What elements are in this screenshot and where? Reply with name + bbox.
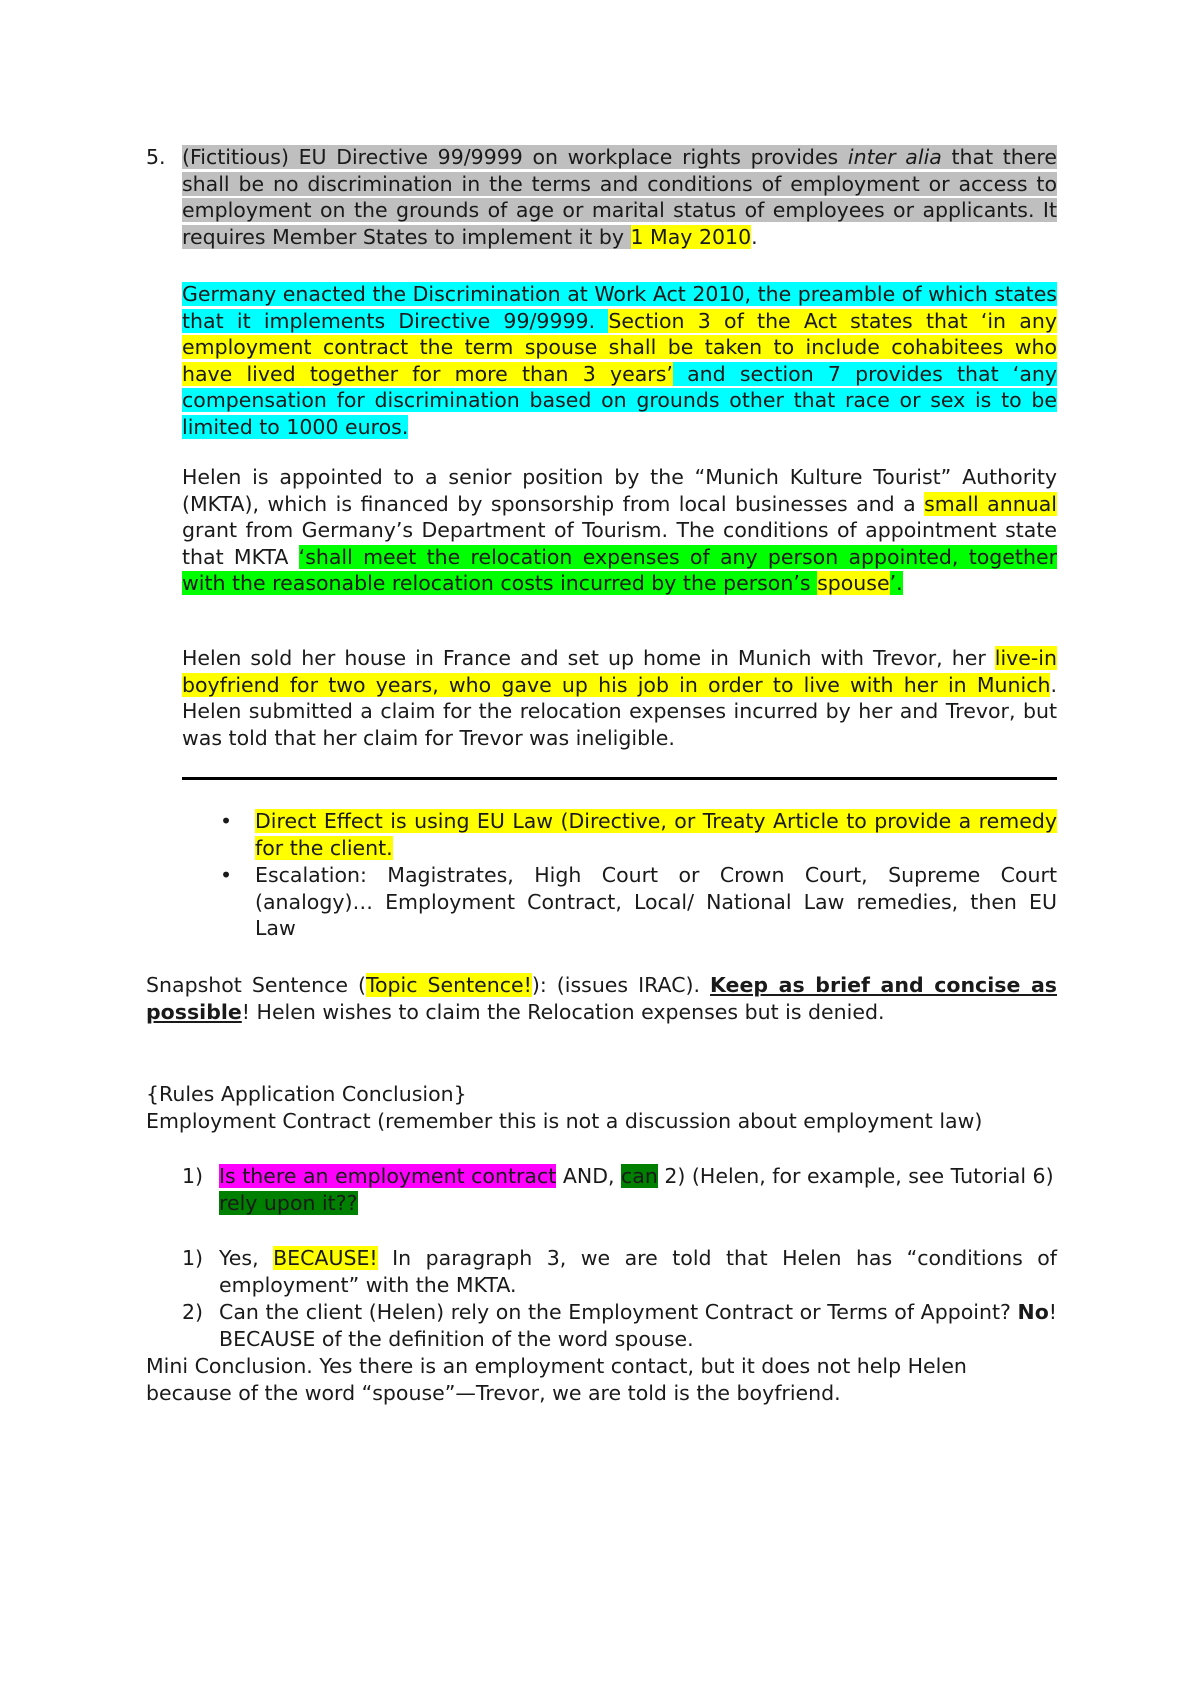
snapshot-text-a: Snapshot Sentence ( [146, 973, 366, 997]
p3-text-a: Helen is appointed to a senior position by the “Munich Kulture Tourist” Authority (MKTA), which is financed by sponsorship from local businesses and a [182, 465, 1057, 516]
answer-2-no: No [1017, 1300, 1049, 1324]
p2-text-b: Section 3 of the Act states that ‘in any employment contract the term spouse shall be taken to include cohabitees who have lived together for more than 3 years’ [182, 308, 1057, 386]
answer-1-text-a: Yes, [219, 1246, 274, 1270]
question-list-number: 1) [182, 1164, 204, 1188]
p2-text-c: and section 7 provides that ‘any compensation for discrimination based on grounds other that race or sex is to be limited to 1000 euros. [182, 361, 1058, 439]
question-paragraph-1 [182, 144, 1057, 250]
answer-2-text-c: ! BECAUSE of the definition of the word spouse. [219, 1300, 1057, 1351]
p4-text-a: Helen sold her house in France and set up home in Munich with Trevor, her [182, 646, 995, 670]
rules-line-2: Employment Contract (remember this is not a discussion about employment law) [146, 1108, 983, 1133]
p3-text-f: ’. [889, 571, 903, 596]
p1-text-b: that there shall be no discrimination in the terms and conditions of employment or access to employment on the grounds of age or marital status of employees or applicants. It requires Member States to implement it by [182, 145, 1057, 249]
bullet-item-escalation [255, 862, 1057, 942]
bullet-text: Escalation: Magistrates, High Court or Crown Court, Supreme Court (analogy)… Employment Contract, Local/ National Law remedies, then EU Law [255, 863, 1057, 941]
issue-question [219, 1163, 1057, 1216]
issue-text-a: Is there an employment contract [219, 1164, 557, 1188]
p4-text-b: live-in boyfriend for two years, who gave up his job in order to live with her in Munich [182, 646, 1057, 697]
rules-heading [146, 1081, 1057, 1134]
answer-1-number: 1) [182, 1246, 204, 1270]
answer-2 [219, 1299, 1057, 1352]
snapshot-paragraph [146, 972, 1057, 1025]
issue-text-d: 2) (Helen, for example, see Tutorial 6) [657, 1164, 1054, 1188]
question-paragraph-3 [182, 464, 1057, 597]
answer-1-because: BECAUSE! [273, 1246, 378, 1270]
question-paragraph-2 [182, 281, 1057, 441]
question-paragraph-4 [182, 645, 1057, 751]
bullet-icon: • [220, 809, 233, 833]
p4-text-c: . Helen submitted a claim for the relocation expenses incurred by her and Trevor, but was told that her claim for Trevor was ineligible. [182, 672, 1057, 750]
answer-2-text-a: Can the client (Helen) rely on the Employment Contract or Terms of Appoint? [219, 1300, 1018, 1324]
p3-text-e: spouse [817, 571, 890, 596]
snapshot-text-e: ! Helen wishes to claim the Relocation expenses but is denied. [241, 999, 885, 1024]
p3-text-b: small annual [924, 491, 1057, 516]
p1-end: . [751, 224, 758, 249]
p2-text-a: Germany enacted the Discrimination at Work Act 2010, the preamble of which states that it implements Directive 99/9999. [182, 282, 1057, 333]
issue-text-c: can [621, 1164, 658, 1188]
p1-text-a: (Fictitious) EU Directive 99/9999 on workplace rights provides [182, 145, 848, 169]
snapshot-topic: Topic Sentence! [365, 973, 532, 997]
horizontal-rule [182, 777, 1057, 780]
rules-line-1: {Rules Application Conclusion} [146, 1082, 467, 1106]
p3-text-c: grant from Germany’s Department of Tourism. The conditions of appointment state that MKTA [182, 518, 1057, 569]
question-number: 5. [146, 145, 166, 169]
mini-conclusion [146, 1353, 1057, 1406]
mini-conclusion-text: Mini Conclusion. Yes there is an employment contact, but it does not help Helen because of the word “spouse”—Trevor, we are told is the boyfriend. [146, 1354, 967, 1405]
p3-text-d: ‘shall meet the relocation expenses of any person appointed, together with the reasonable relocation costs incurred by the person’s [182, 544, 1057, 596]
bullet-icon: • [220, 863, 233, 887]
answer-1 [219, 1245, 1057, 1298]
p1-date: 1 May 2010 [630, 224, 752, 249]
p1-italic: inter alia [847, 145, 942, 169]
issue-text-e: rely upon it?? [219, 1190, 358, 1215]
bullet-item-direct-effect [255, 808, 1057, 861]
issue-text-b: AND, [556, 1164, 622, 1188]
answer-1-text-c: In paragraph 3, we are told that Helen has “conditions of employment” with the MKTA. [219, 1246, 1057, 1297]
snapshot-emphasis: Keep as brief and concise as possible [146, 973, 1057, 1024]
snapshot-text-c: ): (issues IRAC). [531, 973, 711, 997]
answer-2-number: 2) [182, 1300, 204, 1324]
bullet-text: Direct Effect is using EU Law (Directive, or Treaty Article to provide a remedy for the client. [255, 809, 1057, 860]
